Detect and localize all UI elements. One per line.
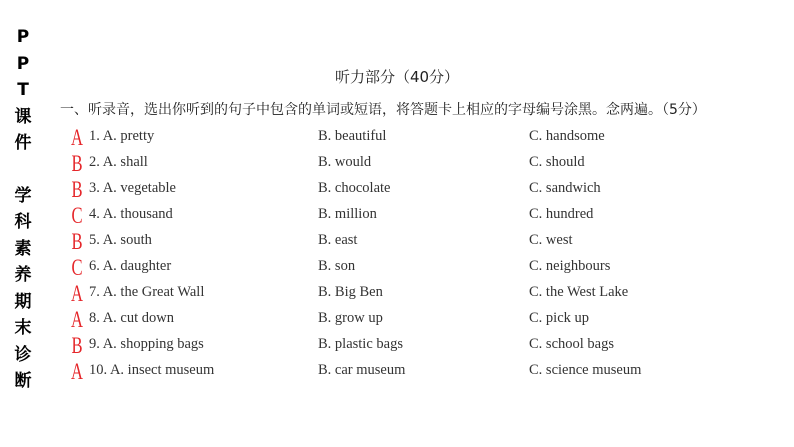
side-char: 断 <box>14 371 32 391</box>
question-row <box>0 228 794 254</box>
option-b: B. chocolate <box>318 180 391 196</box>
option-b: B. grow up <box>318 310 383 326</box>
answer-mark: B <box>71 333 83 358</box>
option-c: C. the West Lake <box>529 284 629 300</box>
option-c: C. hundred <box>529 206 594 222</box>
side-char: 末 <box>14 318 32 338</box>
option-b: B. Big Ben <box>318 284 383 300</box>
side-char: 件 <box>14 133 32 153</box>
answer-mark: A <box>71 281 83 306</box>
option-b: B. son <box>318 258 356 274</box>
side-char: 科 <box>14 212 32 232</box>
answer-mark: B <box>71 229 83 254</box>
option-a: 4. A. thousand <box>89 206 173 222</box>
option-c: C. west <box>529 232 573 248</box>
option-a: 6. A. daughter <box>89 258 172 274</box>
option-a: 3. A. vegetable <box>89 180 176 196</box>
answer-mark: A <box>71 359 83 384</box>
option-a: 2. A. shall <box>89 154 148 170</box>
option-c: C. science museum <box>529 362 642 378</box>
answer-mark: B <box>71 151 83 176</box>
answer-mark: B <box>71 177 83 202</box>
option-b: B. east <box>318 232 358 248</box>
question-row <box>0 202 794 228</box>
question-row <box>0 150 794 176</box>
answer-mark: A <box>71 307 83 332</box>
question-row <box>0 124 794 150</box>
side-char: 养 <box>14 265 32 285</box>
question-row <box>0 306 794 332</box>
option-c: C. neighbours <box>529 258 611 274</box>
option-a: 8. A. cut down <box>89 310 174 326</box>
instruction-text: 一、听录音，选出你听到的句子中包含的单词或短语，将答题卡上相应的字母编号涂黑。念两遍。（5分） <box>60 102 706 118</box>
side-char: 诊 <box>14 344 32 365</box>
question-row <box>0 254 794 280</box>
option-b: B. beautiful <box>318 128 387 144</box>
question-row <box>0 280 794 306</box>
answer-mark: C <box>71 203 83 228</box>
option-a: 1. A. pretty <box>89 128 155 144</box>
option-b: B. plastic bags <box>318 336 403 352</box>
side-char: P <box>16 53 30 74</box>
option-a: 5. A. south <box>89 232 152 248</box>
answer-mark: C <box>71 255 83 280</box>
question-row <box>0 176 794 202</box>
option-b: B. car museum <box>318 362 406 378</box>
option-c: C. sandwich <box>529 180 601 196</box>
option-c: C. school bags <box>529 336 614 352</box>
side-char: P <box>16 27 30 47</box>
side-char: 期 <box>14 291 32 312</box>
question-list <box>0 124 794 384</box>
option-c: C. pick up <box>529 310 590 326</box>
side-char: 学 <box>14 185 32 206</box>
option-a: 9. A. shopping bags <box>89 336 204 352</box>
section-title: 听力部分（40分） <box>334 68 460 86</box>
answer-mark: A <box>71 125 83 150</box>
option-c: C. handsome <box>529 128 605 144</box>
option-b: B. million <box>318 206 377 222</box>
option-c: C. should <box>529 154 585 170</box>
option-a: 10. A. insect museum <box>89 362 215 378</box>
side-char: T <box>17 80 29 100</box>
question-row <box>0 332 794 358</box>
side-char: 素 <box>14 238 32 259</box>
side-char: 课 <box>14 106 32 127</box>
option-a: 7. A. the Great Wall <box>89 284 205 300</box>
question-row <box>0 358 794 384</box>
option-b: B. would <box>318 154 372 170</box>
